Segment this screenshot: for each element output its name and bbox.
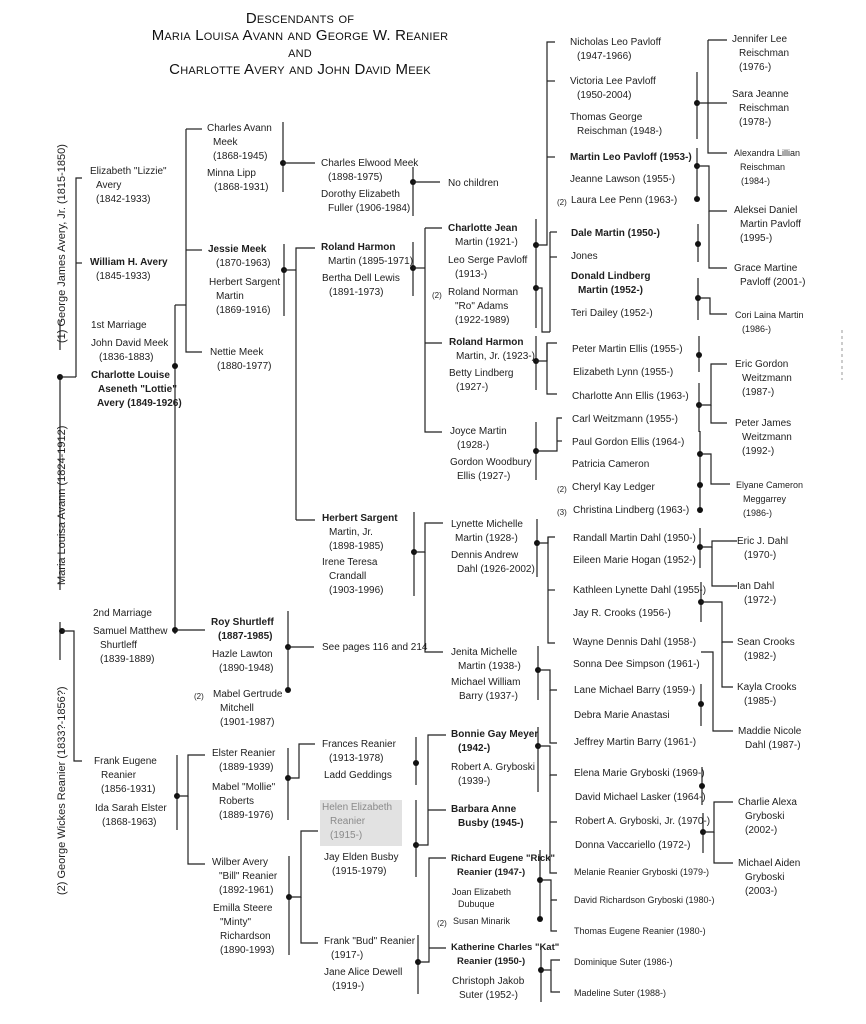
person-leo-serge-pavloff[interactable]: Leo Serge Pavloff (1913-) (448, 255, 528, 280)
person-aleksei-daniel-martin-pavloff[interactable]: Aleksei Daniel Martin Pavloff (1995-) (734, 205, 801, 244)
person-emilla-steere-richardson[interactable]: Emilla Steere "Minty" Richardson (1890-1993) (213, 903, 275, 956)
person-melanie-reanier-gryboski[interactable]: Melanie Reanier Gryboski (1979-) (574, 867, 710, 877)
person-nicholas-leo-pavloff[interactable]: Nicholas Leo Pavloff (1947-1966) (570, 37, 661, 62)
person-david-michael-lasker[interactable]: David Michael Lasker (1964-) (575, 792, 706, 803)
person-wilber-avery-reanier[interactable]: Wilber Avery "Bill" Reanier (1892-1961) (212, 857, 278, 896)
person-dorothy-elizabeth-fuller[interactable]: Dorothy Elizabeth Fuller (1906-1984) (321, 189, 411, 214)
person-charles-avann-meek[interactable]: Charles Avann Meek (1868-1945) (207, 123, 272, 162)
marriage-number: (3) (557, 508, 567, 517)
title-line-4: Charlotte Avery and John David Meek (169, 61, 431, 78)
person-betty-lindberg[interactable]: Betty Lindberg (1927-) (449, 368, 514, 393)
person-mabel-gertrude-mitchell[interactable]: Mabel Gertrude Mitchell (1901-1987) (213, 689, 283, 728)
person-robert-a-gryboski-jr[interactable]: Robert A. Gryboski, Jr. (1970-) (575, 816, 711, 827)
person-jane-alice-dewell[interactable]: Jane Alice Dewell (1919-) (324, 967, 403, 992)
person-eric-j-dahl[interactable]: Eric J. Dahl (1970-) (737, 536, 789, 561)
person-jay-elden-busby[interactable]: Jay Elden Busby (1915-1979) (324, 852, 399, 877)
person-katherine-charles-reanier[interactable]: Katherine Charles "Kat" Reanier (1950-) (451, 942, 560, 967)
person-dennis-andrew-dahl[interactable]: Dennis Andrew Dahl (1926-2002) (451, 550, 535, 575)
person-dale-martin[interactable]: Dale Martin (1950-) (571, 228, 660, 239)
person-lane-michael-barry[interactable]: Lane Michael Barry (1959-) (574, 685, 696, 696)
person-roy-shurtleff[interactable]: Roy Shurtleff (1887-1985) (211, 617, 274, 642)
person-grace-martine-pavloff[interactable]: Grace Martine Pavloff (2001-) (734, 263, 806, 288)
person-samuel-matthew-shurtleff[interactable]: Samuel Matthew Shurtleff (1839-1889) (93, 626, 168, 665)
person-ida-sarah-elster[interactable]: Ida Sarah Elster (1868-1963) (95, 803, 167, 828)
person-patricia-cameron[interactable]: Patricia Cameron (572, 459, 650, 470)
marriage-number: (2) (194, 692, 204, 701)
person-charlotte-jean-martin[interactable]: Charlotte Jean Martin (1921-) (448, 223, 518, 248)
person-frank-bud-reanier[interactable]: Frank "Bud" Reanier (1917-) (324, 936, 416, 961)
person-michael-william-barry[interactable]: Michael William Barry (1937-) (451, 677, 521, 702)
person-nettie-meek[interactable]: Nettie Meek (1880-1977) (210, 347, 272, 372)
person-roland-norman-adams[interactable]: Roland Norman "Ro" Adams (1922-1989) (448, 287, 519, 326)
person-maddie-nicole-dahl[interactable]: Maddie Nicole Dahl (1987-) (738, 726, 802, 751)
person-christoph-jakob-suter[interactable]: Christoph Jakob Suter (1952-) (452, 976, 525, 1001)
person-jeffrey-martin-barry[interactable]: Jeffrey Martin Barry (1961-) (574, 737, 697, 748)
no-children-label: No children (448, 178, 499, 189)
person-cori-laina-martin[interactable]: Cori Laina Martin (1986-) (735, 310, 804, 334)
person-bonnie-gay-meyer[interactable]: Bonnie Gay Meyer (1942-) (451, 729, 539, 754)
person-randall-martin-dahl[interactable]: Randall Martin Dahl (1950-) (573, 533, 696, 544)
root-spouse-2: (2) George Wickes Reanier (1833?-1856?) (56, 686, 68, 895)
person-roland-harmon-martin-jr[interactable]: Roland Harmon Martin, Jr. (1923-) (449, 337, 535, 362)
marriage-number: (2) (432, 291, 442, 300)
person-ladd-geddings[interactable]: Ladd Geddings (324, 770, 392, 781)
person-barbara-anne-busby[interactable]: Barbara Anne Busby (1945-) (451, 804, 524, 829)
second-marriage-label: 2nd Marriage (93, 608, 152, 619)
person-elizabeth-lynn[interactable]: Elizabeth Lynn (1955-) (573, 367, 674, 378)
person-robert-a-gryboski[interactable]: Robert A. Gryboski (1939-) (451, 762, 535, 787)
person-roland-harmon-martin[interactable]: Roland Harmon Martin (1895-1971) (321, 242, 414, 267)
person-irene-teresa-crandall[interactable]: Irene Teresa Crandall (1903-1996) (322, 557, 384, 596)
root-person: Maria Louisa Avann (1824-1912) (56, 425, 68, 585)
title-line-3: and (288, 44, 312, 61)
person-charlotte-ann-ellis[interactable]: Charlotte Ann Ellis (1963-) (572, 391, 689, 402)
first-marriage-label: 1st Marriage (91, 320, 147, 331)
person-charlie-alexa-gryboski[interactable]: Charlie Alexa Gryboski (2002-) (738, 797, 797, 836)
person-jennifer-lee-reischman[interactable]: Jennifer Lee Reischman (1976-) (732, 34, 790, 73)
person-jay-r-crooks[interactable]: Jay R. Crooks (1956-) (573, 608, 671, 619)
person-mabel-mollie-roberts[interactable]: Mabel "Mollie" Roberts (1889-1976) (212, 782, 276, 821)
person-christina-lindberg[interactable]: Christina Lindberg (1963-) (573, 505, 690, 516)
person-carl-weitzmann[interactable]: Carl Weitzmann (1955-) (572, 414, 678, 425)
marriage-number: (2) (437, 919, 447, 928)
person-sean-crooks[interactable]: Sean Crooks (1982-) (737, 637, 795, 662)
person-thomas-eugene-reanier[interactable]: Thomas Eugene Reanier (1980-) (574, 926, 706, 936)
person-donald-lindberg-martin[interactable]: Donald Lindberg Martin (1952-) (571, 271, 651, 296)
person-kathleen-lynette-dahl[interactable]: Kathleen Lynette Dahl (1955-) (573, 585, 707, 596)
person-charlotte-louise-avery[interactable]: Charlotte Louise Aseneth "Lottie" Avery (1849-1926) (91, 370, 182, 409)
person-elster-reanier[interactable]: Elster Reanier (1889-1939) (212, 748, 276, 773)
person-herbert-sargent-martin-jr[interactable]: Herbert Sargent Martin, Jr. (1898-1985) (322, 513, 398, 552)
person-gordon-woodbury-ellis[interactable]: Gordon Woodbury Ellis (1927-) (450, 457, 532, 482)
person-william-h-avery[interactable]: William H. Avery (1845-1933) (90, 257, 168, 282)
person-richard-eugene-reanier[interactable]: Richard Eugene "Rick" Reanier (1947-) (451, 853, 556, 878)
person-herbert-sargent-martin[interactable]: Herbert Sargent Martin (1869-1916) (209, 277, 281, 316)
person-eileen-marie-hogan[interactable]: Eileen Marie Hogan (1952-) (573, 555, 696, 566)
person-lynette-michelle-martin[interactable]: Lynette Michelle Martin (1928-) (451, 519, 523, 544)
person-cheryl-kay-ledger[interactable]: Cheryl Kay Ledger (572, 482, 655, 493)
person-alexandra-lillian-reischman[interactable]: Alexandra Lillian Reischman (1984-) (734, 148, 801, 186)
person-teri-dailey[interactable]: Teri Dailey (1952-) (571, 308, 653, 319)
person-elyane-cameron-meggarrey[interactable]: Elyane Cameron Meggarrey (1986-) (736, 480, 804, 518)
person-thomas-george-reischman[interactable]: Thomas George Reischman (1948-) (570, 112, 663, 137)
person-jones[interactable]: Jones (571, 251, 598, 262)
person-dominique-suter[interactable]: Dominique Suter (1986-) (574, 957, 673, 967)
person-susan-minarik[interactable]: Susan Minarik (453, 916, 511, 926)
person-john-david-meek[interactable]: John David Meek (1836-1883) (91, 338, 169, 363)
person-joyce-martin[interactable]: Joyce Martin (1928-) (450, 426, 507, 451)
person-eric-gordon-weitzmann[interactable]: Eric Gordon Weitzmann (1987-) (735, 359, 792, 398)
person-donna-vaccariello[interactable]: Donna Vaccariello (1972-) (575, 840, 691, 851)
person-madeline-suter[interactable]: Madeline Suter (1988-) (574, 988, 667, 998)
root-spouse-1: (1) George James Avery, Jr. (1815-1850) (56, 144, 68, 343)
person-peter-martin-ellis[interactable]: Peter Martin Ellis (1955-) (572, 344, 683, 355)
person-kayla-crooks[interactable]: Kayla Crooks (1985-) (737, 682, 797, 707)
person-victoria-lee-pavloff[interactable]: Victoria Lee Pavloff (1950-2004) (570, 76, 656, 101)
person-frances-reanier[interactable]: Frances Reanier (1913-1978) (322, 739, 396, 764)
person-peter-james-weitzmann[interactable]: Peter James Weitzmann (1992-) (735, 418, 792, 457)
person-elizabeth-lizzie-avery[interactable]: Elizabeth "Lizzie" Avery (1842-1933) (90, 166, 167, 205)
person-jenita-michelle-martin[interactable]: Jenita Michelle Martin (1938-) (451, 647, 521, 672)
marriage-number: (2) (557, 485, 567, 494)
see-pages-link[interactable]: See pages 116 and 214 (322, 642, 428, 653)
person-elena-marie-gryboski[interactable]: Elena Marie Gryboski (1969-) (574, 768, 705, 779)
person-jeanne-lawson[interactable]: Jeanne Lawson (1955-) (570, 174, 676, 185)
person-bertha-dell-lewis[interactable]: Bertha Dell Lewis (1891-1973) (322, 273, 400, 298)
person-charles-elwood-meek[interactable]: Charles Elwood Meek (1898-1975) (321, 158, 419, 183)
person-debra-marie-anastasi[interactable]: Debra Marie Anastasi (574, 710, 670, 721)
person-sara-jeanne-reischman[interactable]: Sara Jeanne Reischman (1978-) (732, 89, 790, 128)
person-hazle-lawton[interactable]: Hazle Lawton (1890-1948) (212, 649, 274, 674)
title-line-2: Maria Louisa Avann and George W. Reanier (151, 27, 449, 44)
person-ian-dahl[interactable]: Ian Dahl (1972-) (737, 581, 777, 606)
person-paul-gordon-ellis[interactable]: Paul Gordon Ellis (1964-) (572, 437, 685, 448)
person-jessie-meek[interactable]: Jessie Meek (1870-1963) (208, 244, 271, 269)
person-michael-aiden-gryboski[interactable]: Michael Aiden Gryboski (2003-) (738, 858, 801, 897)
person-sonna-dee-simpson[interactable]: Sonna Dee Simpson (1961-) (573, 659, 700, 670)
marriage-number: (2) (557, 198, 567, 207)
person-wayne-dennis-dahl[interactable]: Wayne Dennis Dahl (1958-) (573, 637, 697, 648)
person-frank-eugene-reanier[interactable]: Frank Eugene Reanier (1856-1931) (94, 756, 157, 795)
person-martin-leo-pavloff[interactable]: Martin Leo Pavloff (1953-) (570, 152, 692, 163)
person-minna-lipp[interactable]: Minna Lipp (1868-1931) (207, 168, 269, 193)
person-laura-lee-penn[interactable]: Laura Lee Penn (1963-) (571, 195, 678, 206)
person-david-richardson-gryboski[interactable]: David Richardson Gryboski (1980-) (574, 895, 715, 905)
title-line-1: Descendants of (245, 10, 355, 27)
person-helen-elizabeth-reanier[interactable]: Helen Elizabeth Reanier (1915-) (320, 800, 402, 846)
person-joan-elizabeth-dubuque[interactable]: Joan Elizabeth Dubuque (452, 887, 512, 909)
